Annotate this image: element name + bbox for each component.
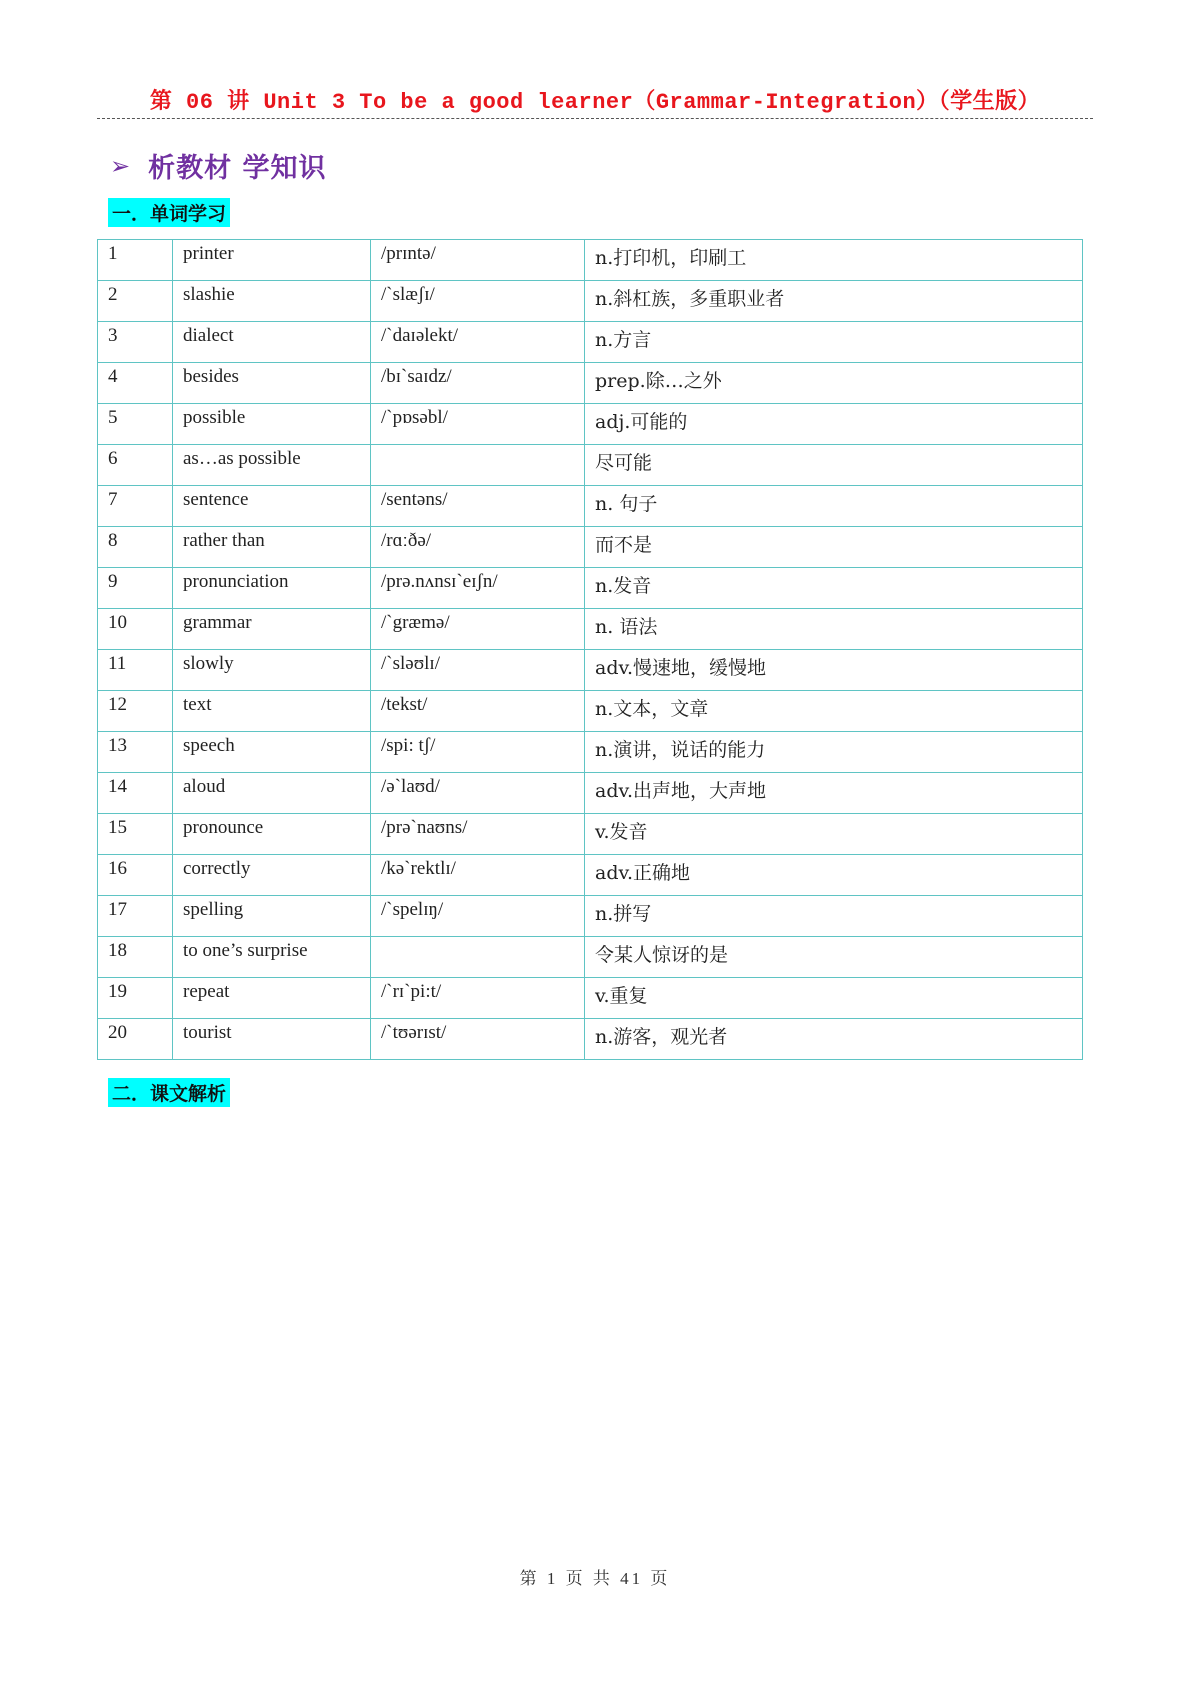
table-row xyxy=(98,527,1083,568)
table-row xyxy=(98,281,1083,322)
table-row xyxy=(98,486,1083,527)
row-phonetic: /ˋslæʃɪ/ xyxy=(371,281,585,322)
row-number: 13 xyxy=(98,732,173,773)
row-word: pronunciation xyxy=(173,568,371,609)
table-row xyxy=(98,896,1083,937)
row-number: 16 xyxy=(98,855,173,896)
row-number: 2 xyxy=(98,281,173,322)
row-number: 10 xyxy=(98,609,173,650)
row-word: speech xyxy=(173,732,371,773)
row-word: text xyxy=(173,691,371,732)
row-word: grammar xyxy=(173,609,371,650)
row-word: aloud xyxy=(173,773,371,814)
row-number: 18 xyxy=(98,937,173,978)
vocabulary-table xyxy=(97,239,1083,1060)
row-meaning: adv.出声地，大声地 xyxy=(585,773,1083,814)
row-word: correctly xyxy=(173,855,371,896)
row-meaning: n.方言 xyxy=(585,322,1083,363)
row-phonetic: /sentəns/ xyxy=(371,486,585,527)
row-word: to one’s surprise xyxy=(173,937,371,978)
row-number: 9 xyxy=(98,568,173,609)
table-row xyxy=(98,691,1083,732)
row-word: tourist xyxy=(173,1019,371,1060)
row-word: repeat xyxy=(173,978,371,1019)
table-row xyxy=(98,404,1083,445)
row-phonetic: /ˋgræmə/ xyxy=(371,609,585,650)
table-row xyxy=(98,1019,1083,1060)
row-meaning: adv.正确地 xyxy=(585,855,1083,896)
section-heading xyxy=(110,146,327,185)
row-number: 20 xyxy=(98,1019,173,1060)
row-meaning: n.游客，观光者 xyxy=(585,1019,1083,1060)
row-phonetic: /ˋrɪˋpi:t/ xyxy=(371,978,585,1019)
table-row xyxy=(98,240,1083,281)
row-phonetic: /ˋspelɪŋ/ xyxy=(371,896,585,937)
row-word: spelling xyxy=(173,896,371,937)
arrow-bullet-icon: ➢ xyxy=(110,151,131,180)
row-number: 15 xyxy=(98,814,173,855)
row-word: sentence xyxy=(173,486,371,527)
table-row xyxy=(98,363,1083,404)
row-number: 12 xyxy=(98,691,173,732)
row-phonetic: /prɪntə/ xyxy=(371,240,585,281)
row-number: 4 xyxy=(98,363,173,404)
row-number: 1 xyxy=(98,240,173,281)
row-number: 6 xyxy=(98,445,173,486)
row-meaning: prep.除…之外 xyxy=(585,363,1083,404)
row-phonetic: /bɪˋsaɪdz/ xyxy=(371,363,585,404)
row-meaning: n.斜杠族，多重职业者 xyxy=(585,281,1083,322)
row-phonetic xyxy=(371,937,585,978)
subheading-vocabulary: 一．单词学习 xyxy=(108,198,230,227)
page-header xyxy=(97,84,1093,119)
row-meaning: v.发音 xyxy=(585,814,1083,855)
row-phonetic: /ˋtʊərɪst/ xyxy=(371,1019,585,1060)
row-meaning: n.发音 xyxy=(585,568,1083,609)
row-phonetic: /tekst/ xyxy=(371,691,585,732)
row-word: as…as possible xyxy=(173,445,371,486)
row-meaning: adj.可能的 xyxy=(585,404,1083,445)
table-row xyxy=(98,609,1083,650)
row-word: besides xyxy=(173,363,371,404)
row-number: 3 xyxy=(98,322,173,363)
row-phonetic: /kəˋrektlɪ/ xyxy=(371,855,585,896)
header-title: 第 06 讲 Unit 3 To be a good learner（Grammar-Integration）（学生版） xyxy=(149,90,1041,115)
row-word: printer xyxy=(173,240,371,281)
row-word: dialect xyxy=(173,322,371,363)
row-word: slashie xyxy=(173,281,371,322)
table-row xyxy=(98,978,1083,1019)
row-number: 17 xyxy=(98,896,173,937)
row-word: pronounce xyxy=(173,814,371,855)
row-number: 14 xyxy=(98,773,173,814)
subheading-text-analysis: 二．课文解析 xyxy=(108,1078,230,1107)
row-number: 7 xyxy=(98,486,173,527)
table-row xyxy=(98,855,1083,896)
row-phonetic: /rɑːðə/ xyxy=(371,527,585,568)
row-meaning: adv.慢速地，缓慢地 xyxy=(585,650,1083,691)
row-meaning: n.打印机，印刷工 xyxy=(585,240,1083,281)
row-meaning: n.文本，文章 xyxy=(585,691,1083,732)
table-row xyxy=(98,937,1083,978)
section-title: 析教材 学知识 xyxy=(148,153,327,184)
row-phonetic: /prə.nʌnsɪˋeɪʃn/ xyxy=(371,568,585,609)
row-number: 5 xyxy=(98,404,173,445)
row-phonetic: /ˋdaɪəlekt/ xyxy=(371,322,585,363)
table-row xyxy=(98,650,1083,691)
page-footer: 第 1 页 共 41 页 xyxy=(519,1569,671,1588)
row-number: 8 xyxy=(98,527,173,568)
table-row xyxy=(98,568,1083,609)
row-word: possible xyxy=(173,404,371,445)
row-word: slowly xyxy=(173,650,371,691)
table-row xyxy=(98,322,1083,363)
row-meaning: 令某人惊讶的是 xyxy=(585,937,1083,978)
row-phonetic: /spi: tʃ/ xyxy=(371,732,585,773)
row-phonetic: /ˋsləʊlɪ/ xyxy=(371,650,585,691)
table-row xyxy=(98,814,1083,855)
row-meaning: v.重复 xyxy=(585,978,1083,1019)
row-phonetic: /prəˋnaʊns/ xyxy=(371,814,585,855)
row-meaning: n.拼写 xyxy=(585,896,1083,937)
row-phonetic xyxy=(371,445,585,486)
row-phonetic: /əˋlaʊd/ xyxy=(371,773,585,814)
row-meaning: n. 句子 xyxy=(585,486,1083,527)
table-row xyxy=(98,773,1083,814)
table-row xyxy=(98,732,1083,773)
row-word: rather than xyxy=(173,527,371,568)
row-number: 11 xyxy=(98,650,173,691)
row-meaning: 而不是 xyxy=(585,527,1083,568)
row-meaning: n. 语法 xyxy=(585,609,1083,650)
row-meaning: n.演讲，说话的能力 xyxy=(585,732,1083,773)
row-number: 19 xyxy=(98,978,173,1019)
table-row xyxy=(98,445,1083,486)
row-phonetic: /ˋpɒsəbl/ xyxy=(371,404,585,445)
row-meaning: 尽可能 xyxy=(585,445,1083,486)
